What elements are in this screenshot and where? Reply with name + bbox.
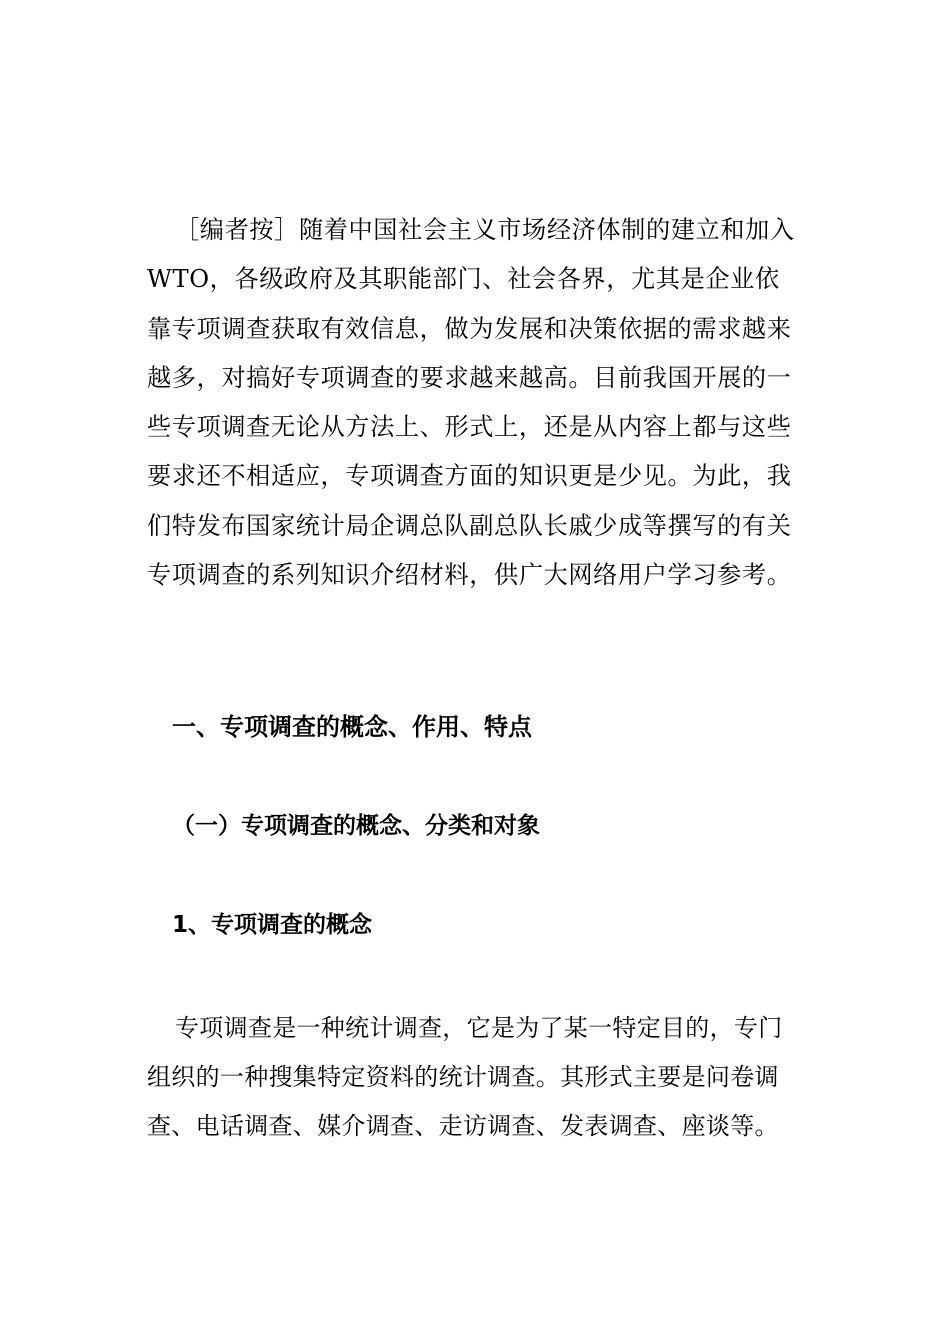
subsection-heading: （一）专项调查的概念、分类和对象 (172, 813, 540, 839)
section-heading: 一、专项调查的概念、作用、特点 (172, 713, 532, 741)
item-heading: 1、专项调查的概念 (172, 912, 373, 938)
body-paragraph: 专项调查是一种统计调查，它是为了某一特定目的，专门组织的一种搜集特定资料的统计调查。其形式主要是问卷调查、电话调查、媒介调查、走访调查、发表调查、座谈等。 (147, 1014, 783, 1140)
editor-note-paragraph: ［编者按］随着中国社会主义市场经济体制的建立和加入WTO，各级政府及其职能部门、社会各界，尤其是企业依靠专项调查获取有效信息，做为发展和决策依据的需求越来越多，对搞好专项调查的要求越来越高。目前我国开展的一些专项调查无论从方法上、形式上，还是从内容上都与这些要求还不相适应，专项调查方面的知识更是少见。为此，我们特发布国家统计局企调总队副总队长戚少成等撰写的有关专项调查的系列知识介绍材料，供广大网络用户学习参考。 (147, 216, 795, 590)
